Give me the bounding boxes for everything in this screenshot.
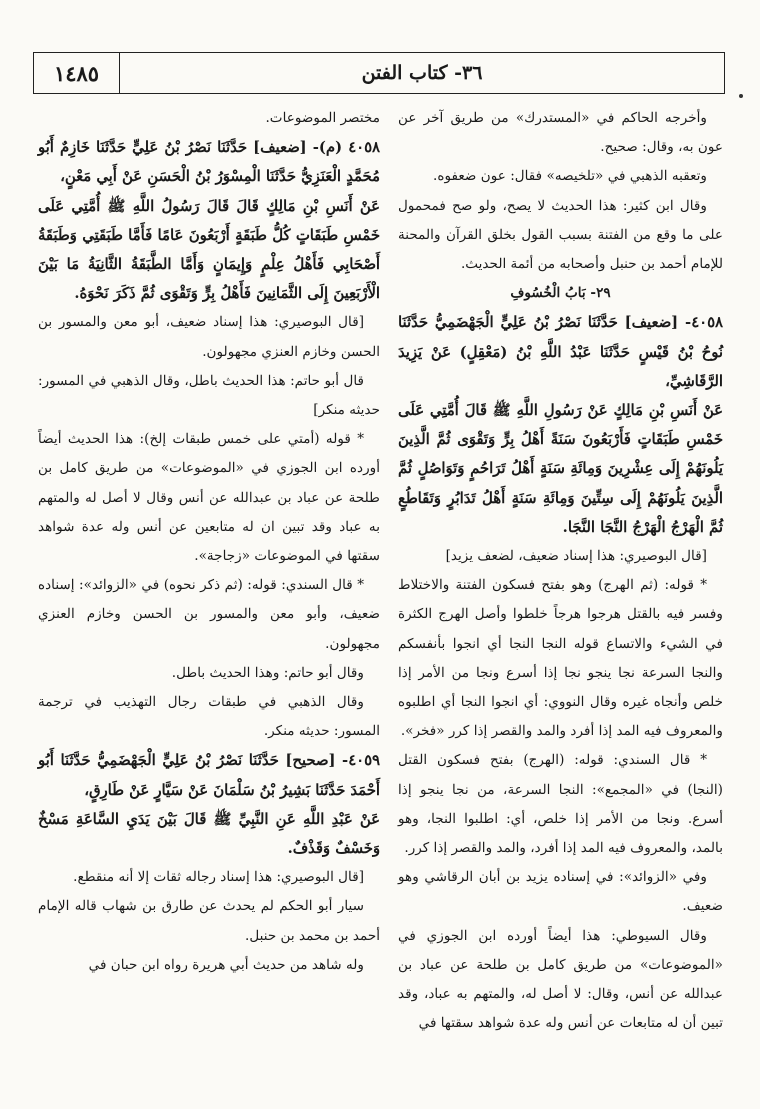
commentary: * قوله: (ثم الهرج) وهو بفتح فسكون الفتنة والاختلاط وفسر فيه بالقتل هرجوا هرجاً خلطوا وأصل الهرج الكثرة في الشيء والاتساع قوله النجا النجا أي انجوا بأنفسكم والنجا السرعة نجا ينجو نجا إذا أسرع ونجا من الأمر إذا خلص وأنجاه غيره وقال النووي: أي انجوا النجا أي اطلبوه والمعروف فيه المد إذا أفرد والمد والقصر إذا كرر «فخر». [398,577,723,740]
hadith-text: عَنْ أَنَسِ بْنِ مَالِكٍ عَنْ رَسُولِ اللَّهِ ﷺ قَالَ أُمَّتِي عَلَى خَمْسِ طَبَقَاتٍ فَأَرْبَعُونَ سَنَةً أَهْلُ بِرٍّ وَتَقْوَى ثُمَّ الَّذِينَ يَلُونَهُمْ إِلَى عِشْرِينَ وَمِائَةِ سَنَةٍ أَهْلُ تَرَاحُمٍ وَتَوَاصُلٍ ثُمَّ الَّذِينَ يَلُونَهُمْ إِلَى سِتِّينَ وَمِائَةِ سَنَةٍ أَهْلُ تَدَابُرٍ وَتَقَاطُعٍ ثُمَّ الْهَرْجُ الْهَرْجُ النَّجَا النَّجَا. [398,402,723,536]
paragraph: [قال البوصيري: هذا إسناد ضعيف، أبو معن والمسور بن الحسن وخازم العنزي مجهولون. [38,314,380,360]
hadith-text: عَنْ عَبْدِ اللَّهِ عَنِ النَّبِيِّ ﷺ قَالَ بَيْنَ يَدَيِ السَّاعَةِ مَسْخٌ وَخَسْفٌ وَقَذْفٌ. [38,810,380,858]
paragraph: مختصر الموضوعات. [265,110,380,126]
paragraph: وتعقبه الذهبي في «تلخيصه» فقال: عون ضعفوه. [433,168,707,185]
paragraph: [قال البوصيري: هذا إسناد رجاله ثقات إلا أنه منقطع. [73,869,364,886]
left-column [38,104,380,980]
paragraph: وقال ابن كثير: هذا الحديث لا يصح، ولو صح فمحمول على ما وقع من الفتنة بسبب القول بخلق القرآن والمحنة للإمام أحمد بن حنبل وأصحابه من أئمة الحديث. [398,197,723,273]
paragraph: وقال أبو حاتم: وهذا الحديث باطل. [171,664,364,681]
page-number: ١٤٨٥ [34,53,120,93]
page-header [33,52,725,94]
paragraph: وفي «الزوائد»: في إسناده يزيد بن أبان الرقاشي وهو ضعيف. [398,869,723,915]
paragraph: وقال الذهبي في طبقات رجال التهذيب في ترجمة المسور: حديثه منكر. [38,694,380,740]
section-heading: ٢٩- بَابُ الْخُسُوفِ [510,285,611,302]
paragraph: سيار أبو الحكم لم يحدث عن طارق بن شهاب قاله الإمام أحمد بن محمد بن حنبل. [38,898,380,944]
right-column [398,104,723,1039]
chapter-title: ٣٦- كتاب الفتن [361,62,483,84]
paragraph: وأخرجه الحاكم في «المستدرك» من طريق آخر عن عون به، وقال: صحيح. [398,110,723,156]
margin-dot [739,94,743,98]
hadith-isnad: ٤٠٥٨ (م)- [ضعيف] حَدَّثَنَا نَصْرُ بْنُ عَلِيٍّ حَدَّثَنَا خَازِمٌ أَبُو مُحَمَّدٍ الْعَنَزِيُّ حَدَّثَنَا الْمِسْوَرُ بْنُ الْحَسَنِ عَنْ أَبِي مَعْنٍ، [38,139,380,186]
hadith-isnad: ٤٠٥٩- [صحيح] حَدَّثَنَا نَصْرُ بْنُ عَلِيٍّ الْجَهْضَمِيُّ حَدَّثَنَا أَبُو أَحْمَدَ حَدَّثَنَا بَشِيرُ بْنُ سَلْمَانَ عَنْ سَيَّارٍ عَنْ طَارِقٍ، [38,752,380,799]
paragraph: وله شاهد من حديث أبي هريرة رواه ابن حبان في [88,956,364,973]
commentary: * قوله (أمتي على خمس طبقات إلخ): هذا الحديث أيضاً أورده ابن الجوزي في «الموضوعات» من طريق كامل بن طلحة عن عباد بن عبدالله عن أنس وقال لا أصل له والمتهم به عباد وقد تبين ان له متابعين عن أنس وله عدة شواهد سقتها في الموضوعات «زجاجة». [38,431,380,565]
commentary: * قال السندي: قوله: (الهرج) بفتح فسكون القتل (النجا) في «المجمع»: النجا السرعة، من نجا ينجو إذا أسرع. ونجا من الأمر إذا خلص، أي: اطلبوا النجا، وهو بالمد، والمعروف فيه المد إذا أفرد، والمد والقصر إذا كرر. [398,752,723,857]
paragraph: وقال السيوطي: هذا أيضاً أورده ابن الجوزي في «الموضوعات» من طريق كامل بن طلحة عن عباد بن عبدالله عن أنس، وقال: لا أصل له، والمتهم به عباد، وقد تبين أن له متابعات عن أنس وله عدة شواهد سقتها في [398,927,723,1032]
commentary: * قال السندي: قوله: (ثم ذكر نحوه) في «الزوائد»: إسناده ضعيف، وأبو معن والمسور بن الحسن وخازم العنزي مجهولون. [38,577,380,652]
hadith-text: عَنْ أَنَسِ بْنِ مَالِكٍ قَالَ قَالَ رَسُولُ اللَّهِ ﷺ أُمَّتِي عَلَى خَمْسِ طَبَقَاتٍ كُلُّ طَبَقَةٍ أَرْبَعُونَ عَامًا فَأَمَّا طَبَقَتِي وَطَبَقَةُ أَصْحَابِي فَأَهْلُ عِلْمٍ وَإِيمَانٍ وَأَمَّا الطَّبَقَةُ الثَّانِيَةُ مَا بَيْنَ الْأَرْبَعِينَ إِلَى الثَّمَانِينَ فَأَهْلُ بِرٍّ وَتَقْوَى ثُمَّ ذَكَرَ نَحْوَهُ. [38,197,380,303]
hadith-isnad: ٤٠٥٨- [ضعيف] حَدَّثَنَا نَصْرُ بْنُ عَلِيٍّ الْجَهْضَمِيُّ حَدَّثَنَا نُوحُ بْنُ قَيْسٍ حَدَّثَنَا عَبْدُ اللَّهِ بْنُ (مَعْقِلٍ) عَنْ يَزِيدَ الرَّقَاشِيِّ، [398,314,723,390]
paragraph: قال أبو حاتم: هذا الحديث باطل، وقال الذهبي في المسور: حديثه منكر] [38,372,380,419]
paragraph: [قال البوصيري: هذا إسناد ضعيف، لضعف يزيد] [445,548,707,565]
